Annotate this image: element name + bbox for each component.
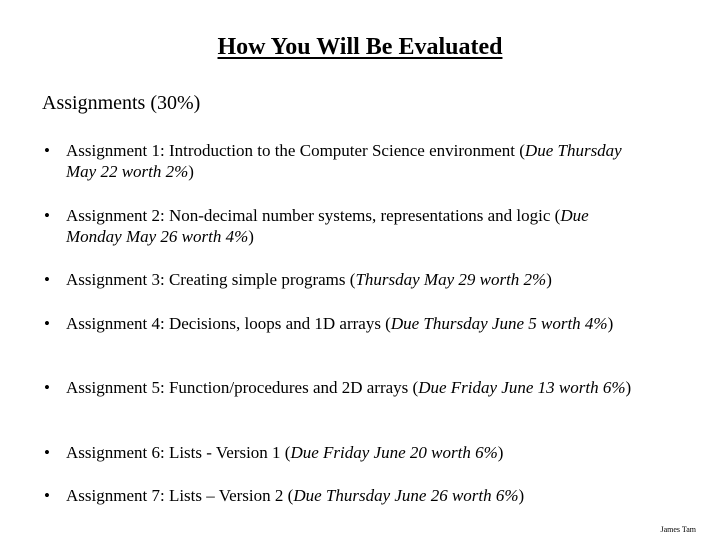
bullet: • (44, 270, 50, 289)
assignment-item-7 (44, 485, 644, 506)
assignment-text: Assignment 3: Creating simple programs (Thursday May 29 worth 2%) (66, 270, 552, 289)
due-info: Due Thursday June 5 worth 4% (390, 314, 608, 333)
due-info: Due Friday June 13 worth 6% (418, 378, 626, 397)
assignment-text: Assignment 1: Introduction to the Computer Science environment (Due Thursday May 22 worth 2%) (66, 141, 622, 181)
bullet: • (44, 378, 50, 397)
assignment-text: Assignment 6: Lists - Version 1 (Due Friday June 20 worth 6%) (66, 443, 504, 462)
due-info: Due Thursday May 22 worth 2% (66, 141, 622, 181)
assignment-text: Assignment 5: Function/procedures and 2D arrays (Due Friday June 13 worth 6%) (66, 378, 632, 397)
assignment-item-3 (44, 269, 644, 290)
slide-title: How You Will Be Evaluated (217, 34, 503, 60)
bullet: • (44, 206, 50, 225)
assignment-item-2 (44, 205, 644, 247)
assignment-text: Assignment 7: Lists – Version 2 (Due Thursday June 26 worth 6%) (66, 486, 525, 505)
assignment-item-5 (44, 377, 644, 398)
bullet: • (44, 141, 50, 160)
assignment-item-6 (44, 442, 644, 463)
due-info: Due Friday June 20 worth 6% (290, 443, 498, 462)
bullet: • (44, 314, 50, 333)
bullet: • (44, 443, 50, 462)
bullet: • (44, 486, 50, 505)
assignment-text: Assignment 2: Non-decimal number systems, representations and logic (Due Monday May 26 worth 4%) (66, 206, 589, 246)
assignment-item-1 (44, 140, 644, 182)
author-footer: James Tam (660, 525, 696, 534)
assignment-text: Assignment 4: Decisions, loops and 1D arrays (Due Thursday June 5 worth 4%) (66, 314, 614, 333)
assignment-item-4 (44, 313, 644, 334)
due-info: Due Monday May 26 worth 4% (66, 206, 589, 246)
due-info: Due Thursday June 26 worth 6% (293, 486, 519, 505)
due-info: Thursday May 29 worth 2% (355, 270, 547, 289)
section-heading: Assignments (30%) (42, 92, 201, 114)
